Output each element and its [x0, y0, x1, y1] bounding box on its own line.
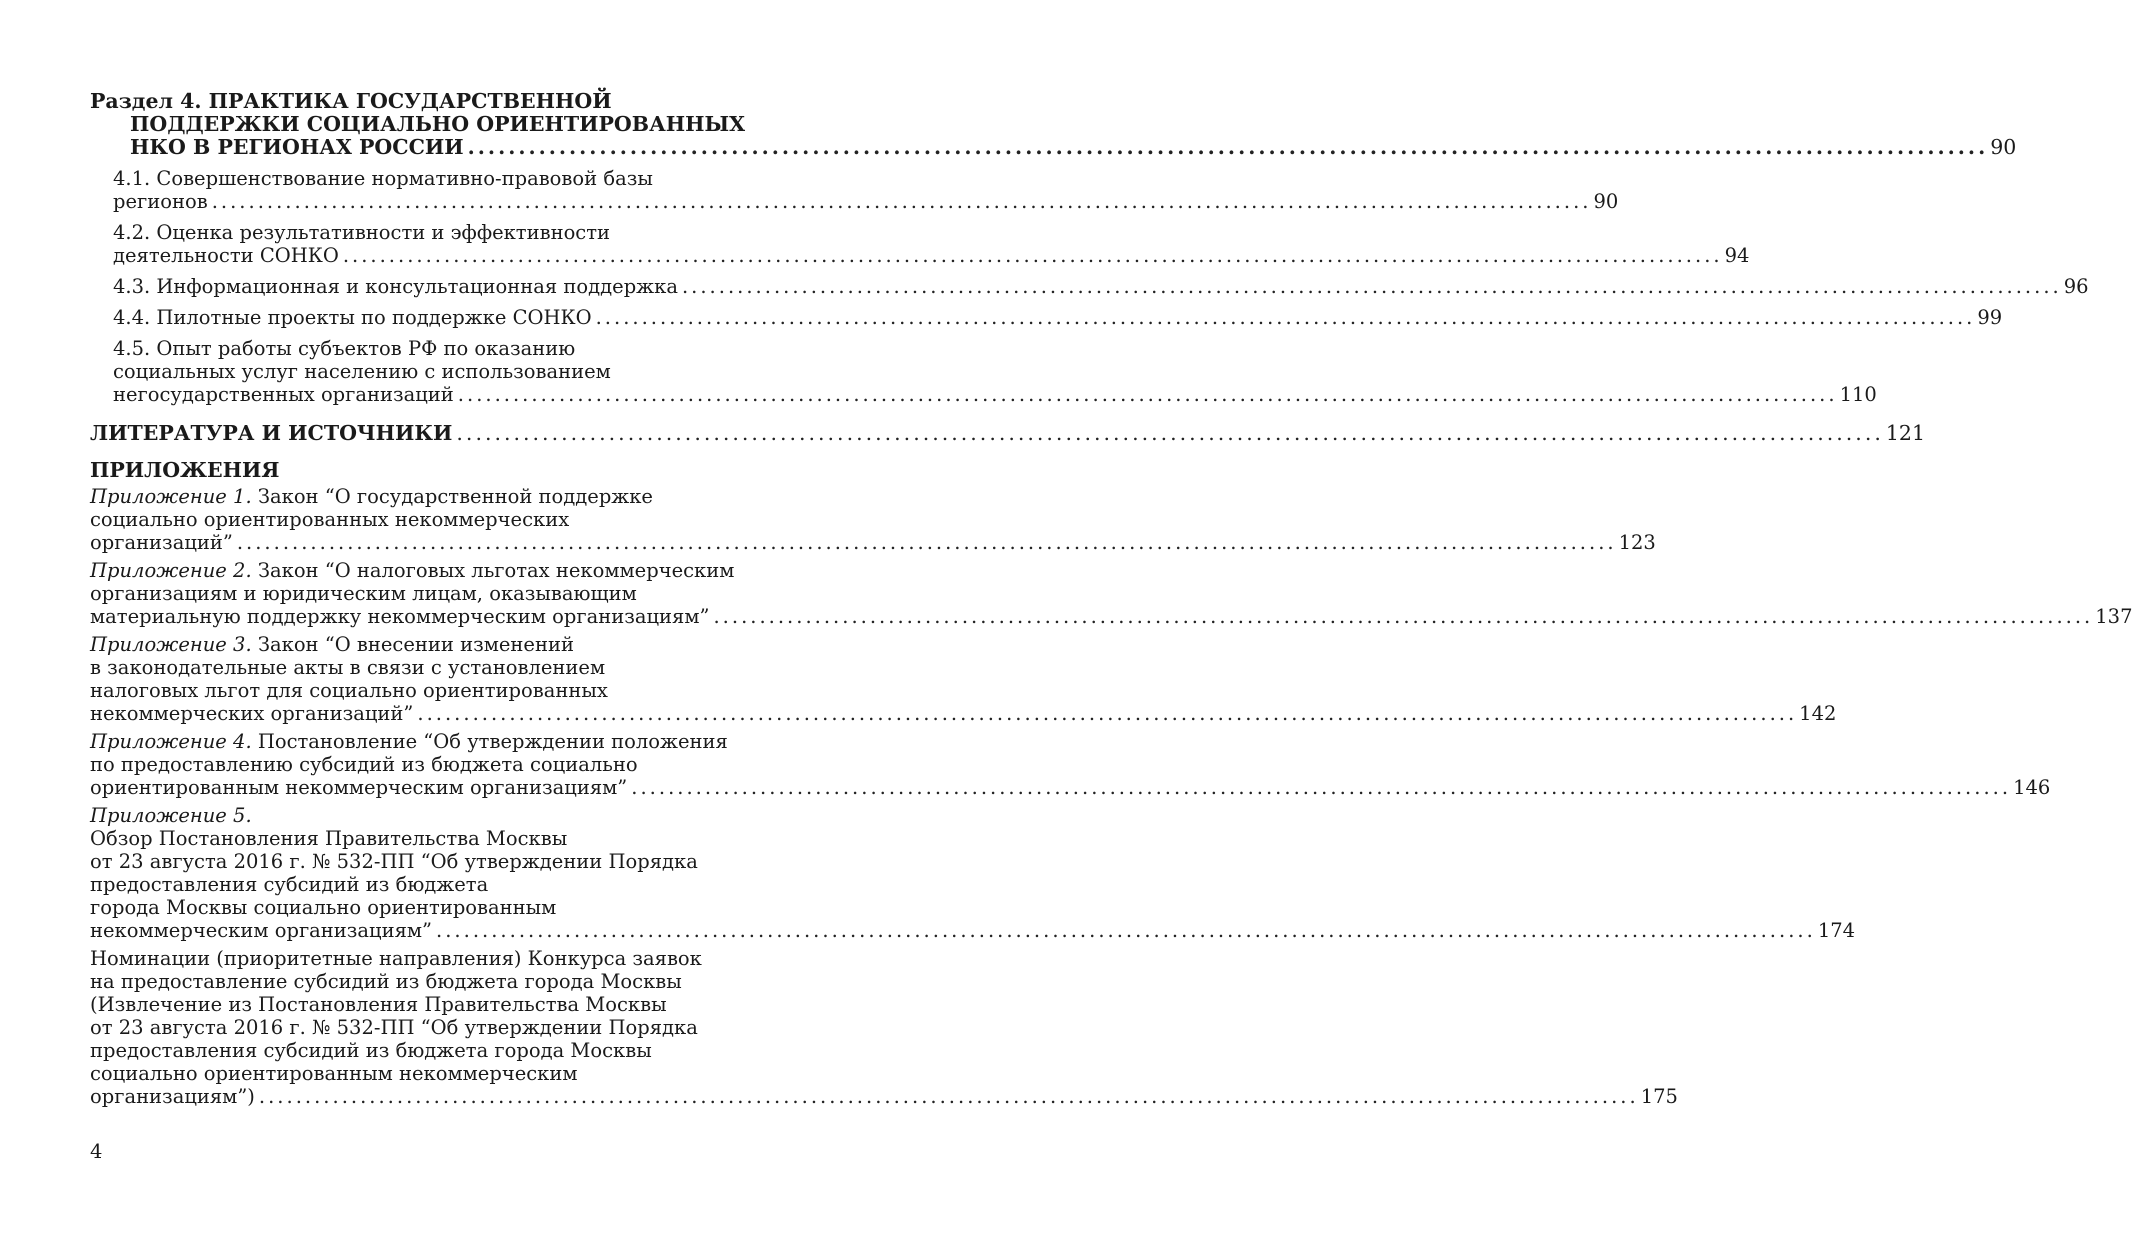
section-title-line-2: ПОДДЕРЖКИ СОЦИАЛЬНО ОРИЕНТИРОВАННЫХ [130, 112, 746, 136]
entry-line: материальную поддержку некоммерческим организациям” [90, 605, 710, 628]
leader-dots: ...................................................................................................................................................... [236, 531, 1617, 554]
page-number: 4 [90, 1140, 103, 1163]
entry-line: города Москвы социально ориентированным [90, 896, 557, 919]
entry-line: 4.1. Совершенствование нормативно-правовой базы [113, 167, 653, 190]
entry-line: деятельности СОНКО [113, 244, 339, 267]
subsection-4-4[interactable] [90, 306, 2003, 329]
appendix-label: Приложение 3. [90, 633, 252, 656]
entry-line: 4.2. Оценка результативности и эффективности [113, 221, 611, 244]
nominations-entry[interactable] [90, 947, 1678, 1108]
appendix-label: Приложение 5. [90, 804, 252, 827]
entry-page: 142 [1799, 702, 1837, 725]
subsection-4-5[interactable] [90, 337, 1877, 406]
appendix-2-entry[interactable] [90, 559, 2132, 628]
entry-line: организациям и юридическим лицам, оказывающим [90, 582, 637, 605]
leader-dots: ...................................................................................................................................................... [595, 306, 1976, 329]
leader-dots: ...................................................................................................................................................... [342, 244, 1723, 267]
entry-line: социально ориентированным некоммерческим [90, 1062, 578, 1085]
entry-line: социально ориентированных некоммерческих [90, 508, 570, 531]
entry-page: 99 [1977, 306, 2003, 329]
leader-dots: ...................................................................................................................................................... [258, 1085, 1639, 1108]
entry-line: предоставления субсидий из бюджета города Москвы [90, 1039, 652, 1062]
entry-page: 123 [1618, 531, 1656, 554]
entry-page: 96 [2063, 275, 2089, 298]
entry-line: негосударственных организаций [113, 383, 454, 406]
appendix-label: Приложение 1. [90, 485, 252, 508]
leader-dots: ...................................................................................................................................................... [436, 919, 1816, 942]
leader-dots: ...................................................................................................................................................... [417, 702, 1798, 725]
entry-line: Закон “О государственной поддержке [251, 485, 653, 508]
leader-dots: ...................................................................................................................................................... [631, 776, 2012, 799]
appendix-label: Приложение 4. [90, 730, 252, 753]
leader-dots: ...................................................................................................................................................... [456, 421, 1884, 445]
entry-line: 4.5. Опыт работы субъектов РФ по оказанию [113, 337, 576, 360]
appendix-1-entry[interactable] [90, 485, 1656, 554]
entry-line: налоговых льгот для социально ориентированных [90, 679, 608, 702]
literature-entry[interactable] [90, 420, 1926, 446]
entry-line: ориентированным некоммерческим организациям” [90, 776, 628, 799]
entry-page: 146 [2013, 776, 2051, 799]
appendix-label: Приложение 2. [90, 559, 252, 582]
entry-page: 174 [1817, 919, 1856, 942]
subsection-4-2[interactable] [90, 221, 1750, 267]
entry-page: 175 [1640, 1085, 1678, 1108]
entry-line: организациям”) [90, 1085, 255, 1108]
entry-line: Закон “О налоговых льготах некоммерческим [251, 559, 735, 582]
entry-line: социальных услуг населению с использованием [113, 360, 611, 383]
entry-line: Постановление “Об утверждении положения [251, 730, 728, 753]
leader-dots: ...................................................................................................................................................... [713, 605, 2094, 628]
subsection-4-3[interactable] [90, 275, 2089, 298]
subsection-4-1[interactable] [90, 167, 1619, 213]
leader-dots: ...................................................................................................................................................... [211, 190, 1592, 213]
entry-line: предоставления субсидий из бюджета [90, 873, 489, 896]
appendices-heading: ПРИЛОЖЕНИЯ [90, 458, 280, 482]
section-page: 90 [1990, 135, 2017, 159]
entry-line: 4.4. Пилотные проекты по поддержке СОНКО [113, 306, 592, 329]
section-4-entry[interactable] [90, 89, 2017, 159]
leader-dots: ...................................................................................................................................................... [467, 135, 1989, 159]
leader-dots: ...................................................................................................................................................... [681, 275, 2062, 298]
leader-dots: ...................................................................................................................................................... [457, 383, 1838, 406]
table-of-contents [90, 89, 2132, 1108]
appendix-5-entry[interactable] [90, 804, 1856, 942]
entry-line: Обзор Постановления Правительства Москвы [90, 827, 568, 850]
entry-line: регионов [113, 190, 208, 213]
entry-page: 110 [1839, 383, 1877, 406]
entry-line: организаций” [90, 531, 233, 554]
section-title-line-3: НКО В РЕГИОНАХ РОССИИ [130, 135, 464, 159]
entry-line: от 23 августа 2016 г. № 532-ПП “Об утверждении Порядка [90, 850, 698, 873]
entry-line: некоммерческих организаций” [90, 702, 414, 725]
entry-page: 90 [1593, 190, 1619, 213]
entry-page: 137 [2095, 605, 2132, 628]
entry-page: 94 [1724, 244, 1750, 267]
entry-line: от 23 августа 2016 г. № 532-ПП “Об утверждении Порядка [90, 1016, 698, 1039]
appendix-3-entry[interactable] [90, 633, 1837, 725]
section-title-line-1: ПРАКТИКА ГОСУДАРСТВЕННОЙ [208, 89, 612, 113]
entry-line: в законодательные акты в связи с установлением [90, 656, 606, 679]
entry-line: по предоставлению субсидий из бюджета социально [90, 753, 638, 776]
entry-line: на предоставление субсидий из бюджета города Москвы [90, 970, 682, 993]
entry-line: Закон “О внесении изменений [251, 633, 574, 656]
literature-page: 121 [1885, 421, 1926, 445]
section-prefix: Раздел 4. [90, 89, 202, 113]
literature-title: ЛИТЕРАТУРА И ИСТОЧНИКИ [90, 421, 453, 445]
entry-line: (Извлечение из Постановления Правительства Москвы [90, 993, 667, 1016]
entry-line: Номинации (приоритетные направления) Конкурса заявок [90, 947, 702, 970]
entry-line: 4.3. Информационная и консультационная поддержка [113, 275, 678, 298]
entry-line: некоммерческим организациям” [90, 919, 433, 942]
appendix-4-entry[interactable] [90, 730, 2051, 799]
